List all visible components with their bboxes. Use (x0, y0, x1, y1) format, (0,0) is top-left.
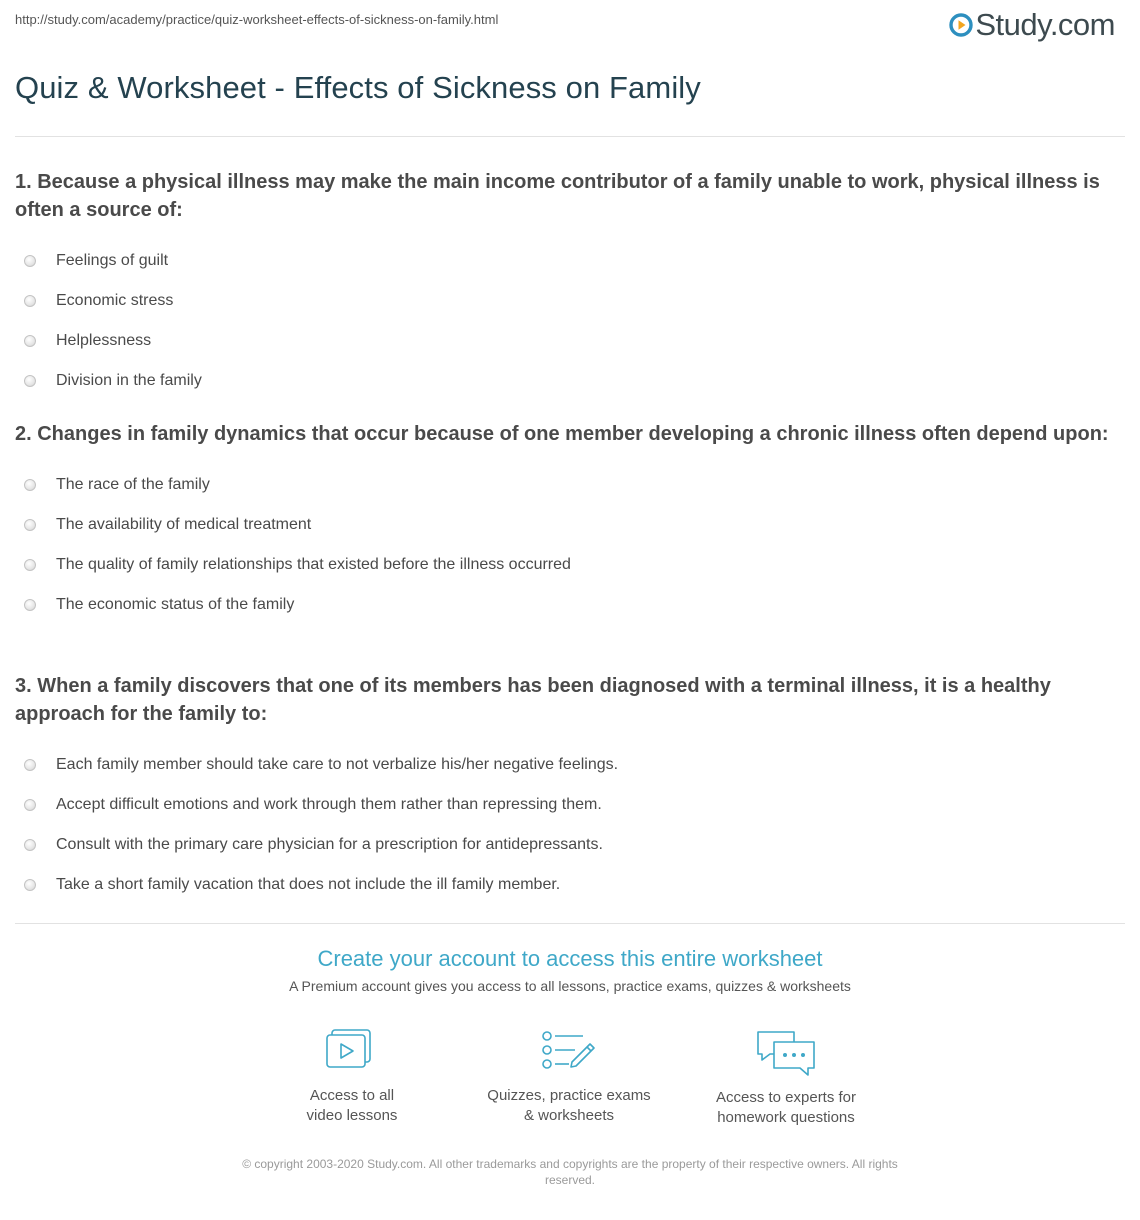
radio-button-icon[interactable] (24, 839, 36, 851)
answer-option[interactable] (15, 465, 1125, 505)
divider (15, 136, 1125, 137)
radio-button-icon[interactable] (24, 759, 36, 771)
top-bar (15, 7, 1125, 42)
feature-experts (686, 1028, 886, 1128)
answer-label: Feelings of guilt (56, 252, 169, 269)
answer-label: Helplessness (56, 332, 152, 349)
radio-button-icon[interactable] (24, 799, 36, 811)
question-3 (15, 672, 1125, 905)
page-title: Quiz & Worksheet - Effects of Sickness on Family (15, 70, 701, 105)
copyright-notice: © copyright 2003-2020 Study.com. All other trademarks and copyrights are the property of their respective owners. All rights reserved. (242, 1157, 898, 1187)
video-lessons-icon (322, 1028, 382, 1076)
answer-option[interactable] (15, 585, 1125, 625)
answer-option[interactable] (15, 321, 1125, 361)
radio-button-icon[interactable] (24, 599, 36, 611)
create-account-link[interactable]: Create your account to access this entire worksheet (317, 946, 823, 971)
answer-option[interactable] (15, 361, 1125, 401)
feature-video-lessons (252, 1028, 452, 1126)
answer-options (15, 241, 1125, 401)
question-1 (15, 168, 1125, 401)
answer-option[interactable] (15, 241, 1125, 281)
chat-bubbles-icon (754, 1028, 818, 1078)
feature-label: Access to experts for homework questions (715, 1089, 857, 1126)
answer-label: The availability of medical treatment (56, 516, 312, 533)
feature-quizzes (469, 1028, 669, 1126)
play-circle-icon (949, 13, 973, 37)
question-text: 1. Because a physical illness may make the main income contributor of a family unable to work, physical illness is often a source of: (15, 171, 1100, 221)
study-logo[interactable] (949, 7, 1115, 42)
answer-option[interactable] (15, 785, 1125, 825)
answer-options (15, 745, 1125, 905)
logo-text: Study.com (975, 7, 1115, 42)
answer-label: Take a short family vacation that does not include the ill family member. (56, 876, 561, 893)
cta-subtitle: A Premium account gives you access to all lessons, practice exams, quizzes & worksheets (289, 978, 851, 994)
radio-button-icon[interactable] (24, 335, 36, 347)
signup-cta (0, 946, 1140, 994)
answer-label: Division in the family (56, 372, 202, 389)
answer-label: The race of the family (56, 476, 210, 493)
feature-label: Access to all video lessons (306, 1087, 398, 1124)
answer-label: Accept difficult emotions and work through them rather than repressing them. (56, 796, 602, 813)
radio-button-icon[interactable] (24, 255, 36, 267)
radio-button-icon[interactable] (24, 879, 36, 891)
question-2 (15, 420, 1125, 625)
radio-button-icon[interactable] (24, 375, 36, 387)
answer-label: Economic stress (56, 292, 174, 309)
question-text: 2. Changes in family dynamics that occur because of one member developing a chronic illness often depend upon: (15, 423, 1109, 445)
feature-label: Quizzes, practice exams & worksheets (487, 1087, 651, 1124)
page-url: http://study.com/academy/practice/quiz-worksheet-effects-of-sickness-on-family.html (15, 12, 499, 27)
radio-button-icon[interactable] (24, 519, 36, 531)
answer-label: Consult with the primary care physician for a prescription for antidepressants. (56, 836, 603, 853)
divider (15, 923, 1125, 924)
answer-label: Each family member should take care to not verbalize his/her negative feelings. (56, 756, 619, 773)
question-text: 3. When a family discovers that one of its members has been diagnosed with a terminal illness, it is a healthy approach for the family to: (15, 675, 1051, 725)
answer-label: The quality of family relationships that existed before the illness occurred (56, 556, 571, 573)
radio-button-icon[interactable] (24, 479, 36, 491)
answer-option[interactable] (15, 505, 1125, 545)
answer-options (15, 465, 1125, 625)
answer-option[interactable] (15, 545, 1125, 585)
quiz-checklist-icon (539, 1028, 599, 1076)
radio-button-icon[interactable] (24, 295, 36, 307)
answer-option[interactable] (15, 825, 1125, 865)
answer-option[interactable] (15, 865, 1125, 905)
answer-label: The economic status of the family (56, 596, 295, 613)
answer-option[interactable] (15, 745, 1125, 785)
radio-button-icon[interactable] (24, 559, 36, 571)
answer-option[interactable] (15, 281, 1125, 321)
